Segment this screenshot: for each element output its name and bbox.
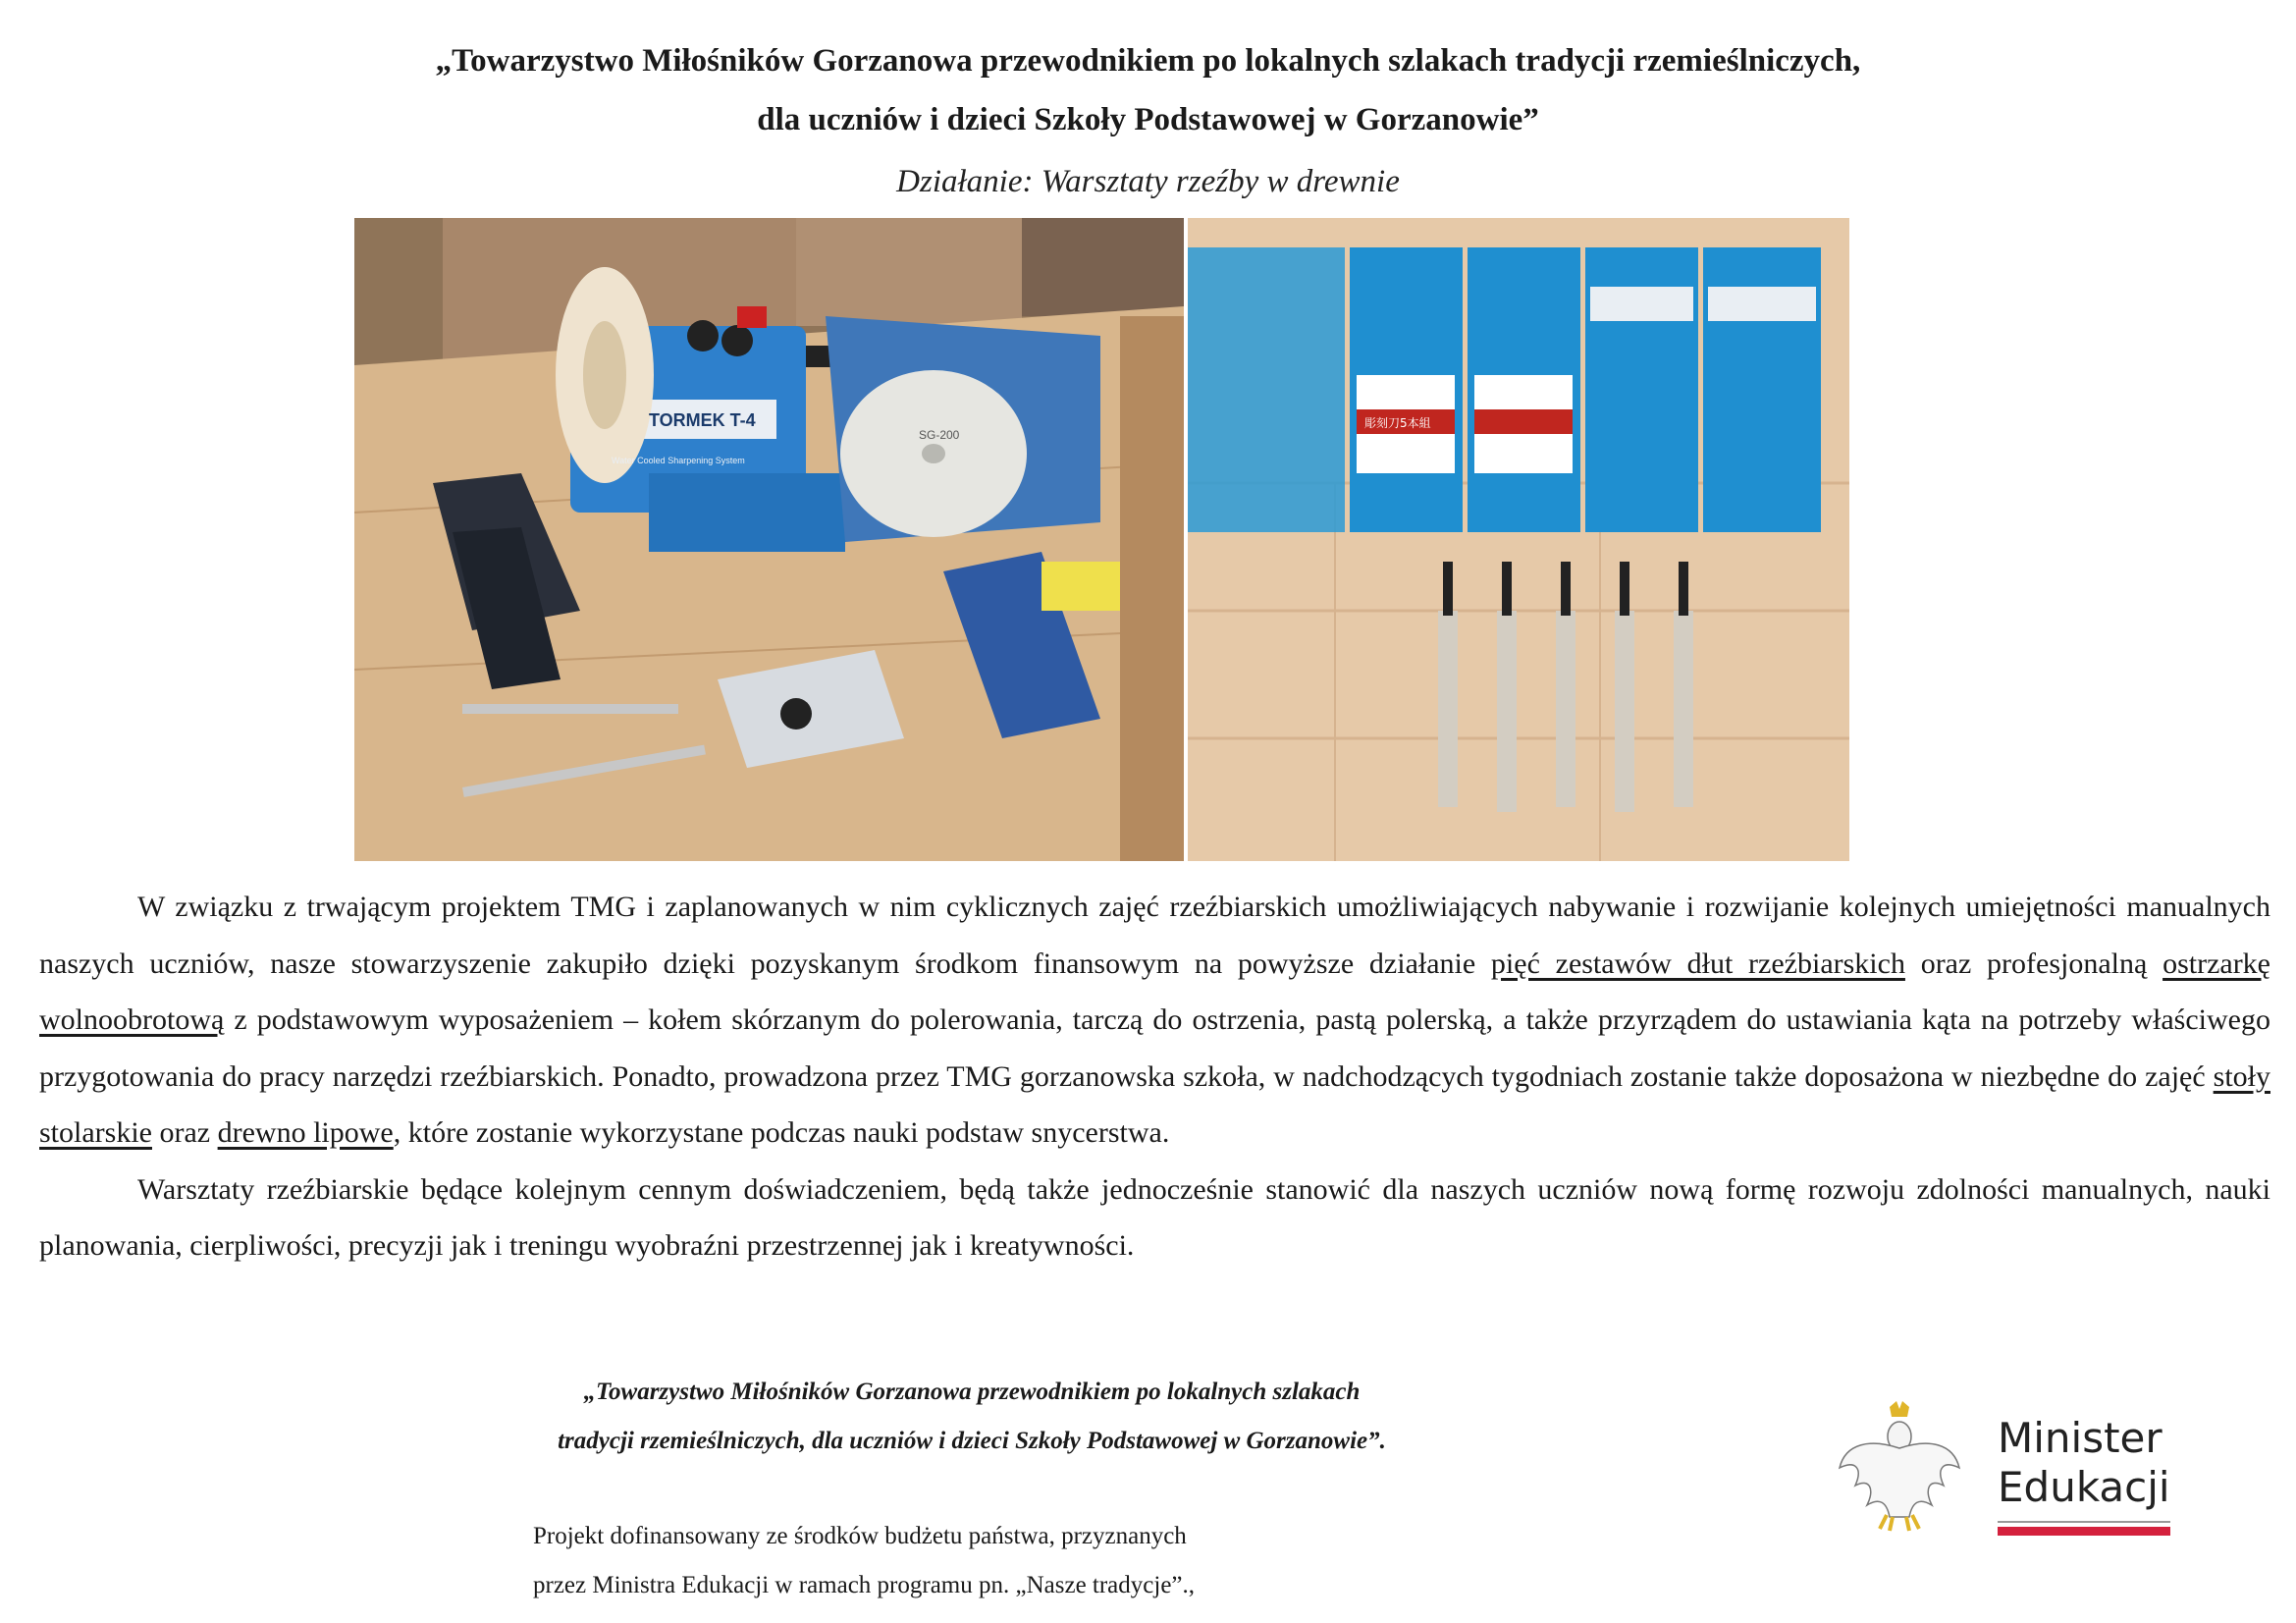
document-title-line2: dla uczniów i dzieci Szkoły Podstawowej w Gorzanowie” bbox=[757, 102, 1539, 137]
document-subtitle: Działanie: Warsztaty rzeźby w drewnie bbox=[896, 164, 1400, 199]
body-text-segment: W związku z trwającym projektem TMG i zaplanowanych w nim cyklicznych zajęć rzeźbiarskich umożliwiających nabywanie i rozwijanie kolejnych umiejętności manualnych naszych uczniów, nasze stowarzyszenie zakupiło dzięki pozyskanym środkom finansowym na powyższe działanie bbox=[39, 891, 2270, 980]
body-text bbox=[39, 879, 2270, 1274]
logo-divider bbox=[1998, 1521, 2170, 1523]
logo-text-line1: Minister bbox=[1998, 1414, 2163, 1462]
footer-title-line2: tradycji rzemieślniczych, dla uczniów i dzieci Szkoły Podstawowej w Gorzanowie”. bbox=[558, 1428, 1386, 1454]
linden-wood-link-text: drewno lipowe bbox=[217, 1116, 394, 1149]
machine-caption: Water Cooled Sharpening System bbox=[612, 456, 745, 465]
funding-note-line1: Projekt dofinansowany ze środków budżetu państwa, przyznanych bbox=[533, 1523, 1187, 1549]
funding-note-line2: przez Ministra Edukacji w ramach programu pn. „Nasze tradycje”., bbox=[533, 1572, 1196, 1598]
logo-red-bar bbox=[1998, 1527, 2170, 1536]
logo-text-line2: Edukacji bbox=[1998, 1463, 2170, 1511]
body-paragraph-2: Warsztaty rzeźbiarskie będące kolejnym cennym doświadczeniem, będą także jednocześnie stanowić dla naszych uczniów nową formę rozwoju zdolności manualnych, nauki planowania, cierpliwości, precyzji jak i treningu wyobraźni przestrzennej jak i kreatywności. bbox=[39, 1172, 2270, 1262]
chisel-set-label: 彫刻刀5本組 bbox=[1364, 416, 1431, 430]
sharpener-link-text: ostrzarkę wolnoobrotową bbox=[39, 947, 2270, 1036]
chisels-photo bbox=[1188, 218, 1849, 861]
funding-note bbox=[533, 1512, 1416, 1610]
footer-title bbox=[461, 1368, 1482, 1466]
body-text-segment: oraz profesjonalną bbox=[1904, 947, 2163, 980]
body-text-segment: oraz bbox=[151, 1116, 218, 1149]
minister-edukacji-logo bbox=[1836, 1399, 2189, 1546]
sharpener-photo bbox=[354, 218, 1184, 861]
document-title-line1: „Towarzystwo Miłośników Gorzanowa przewodnikiem po lokalnych szlakach tradycji rzemieślniczych, bbox=[435, 43, 1861, 79]
body-text-segment: , które zostanie wykorzystane podczas nauki podstaw snycerstwa. bbox=[393, 1116, 1170, 1149]
eagle-icon bbox=[1836, 1399, 1963, 1537]
body-text-segment: z podstawowym wyposażeniem – kołem skórzanym do polerowania, tarczą do ostrzenia, pastą polerską, a także przyrządem do ustawiania kąta na potrzeby właściwego przygotowania do pracy narzędzi rzeźbiarskich. Ponadto, prowadzona przez TMG gorzanowska szkoła, w nadchodzących tygodniach zostanie także doposażona w niezbędne do zajęć bbox=[39, 1003, 2270, 1093]
workbenches-link-text: stoły stolarskie bbox=[39, 1059, 2270, 1149]
chisel-sets-link-text: pięć zestawów dłut rzeźbiarskich bbox=[1490, 947, 1905, 980]
footer-title-line1: „Towarzystwo Miłośników Gorzanowa przewodnikiem po lokalnych szlakach bbox=[583, 1379, 1361, 1405]
wheel-label: SG-200 bbox=[919, 428, 960, 442]
body-paragraph-1 bbox=[39, 879, 2270, 1162]
machine-label: TORMEK T-4 bbox=[649, 410, 756, 430]
